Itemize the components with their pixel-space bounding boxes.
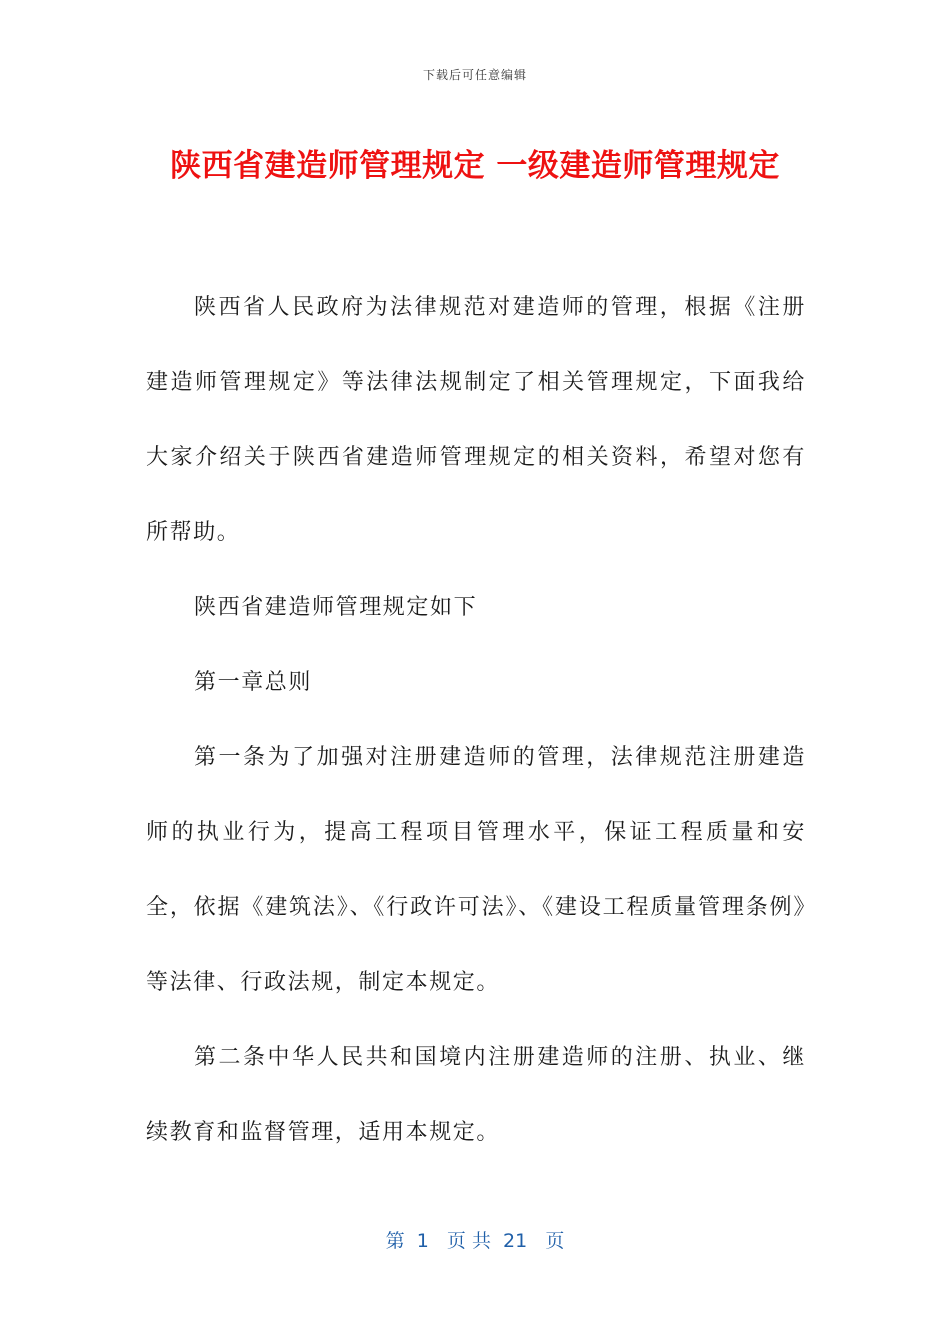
- page-footer: 第 1 页 共 21 页: [385, 1230, 565, 1252]
- paragraph-article-1: 第一条为了加强对注册建造师的管理，法律规范注册建造师的执业行为，提高工程项目管理水平，保证工程质量和安全，依据《建筑法》、《行政许可法》、《建设工程质量管理条例》等法律、行政法规，制定本规定。: [146, 745, 806, 995]
- document-title: 陕西省建造师管理规定 一级建造师管理规定: [170, 148, 780, 184]
- paragraph-chapter: 第一章总则: [194, 670, 313, 695]
- header-note: 下载后可任意编辑: [422, 68, 527, 82]
- paragraph-heading: 陕西省建造师管理规定如下: [194, 595, 478, 620]
- paragraph-intro: 陕西省人民政府为法律规范对建造师的管理，根据《注册建造师管理规定》等法律法规制定了相关管理规定，下面我给大家介绍关于陕西省建造师管理规定的相关资料，希望对您有所帮助。: [146, 295, 806, 545]
- document-body: [146, 270, 806, 1170]
- paragraph-article-2: 第二条中华人民共和国境内注册建造师的注册、执业、继续教育和监督管理，适用本规定。: [146, 1045, 806, 1145]
